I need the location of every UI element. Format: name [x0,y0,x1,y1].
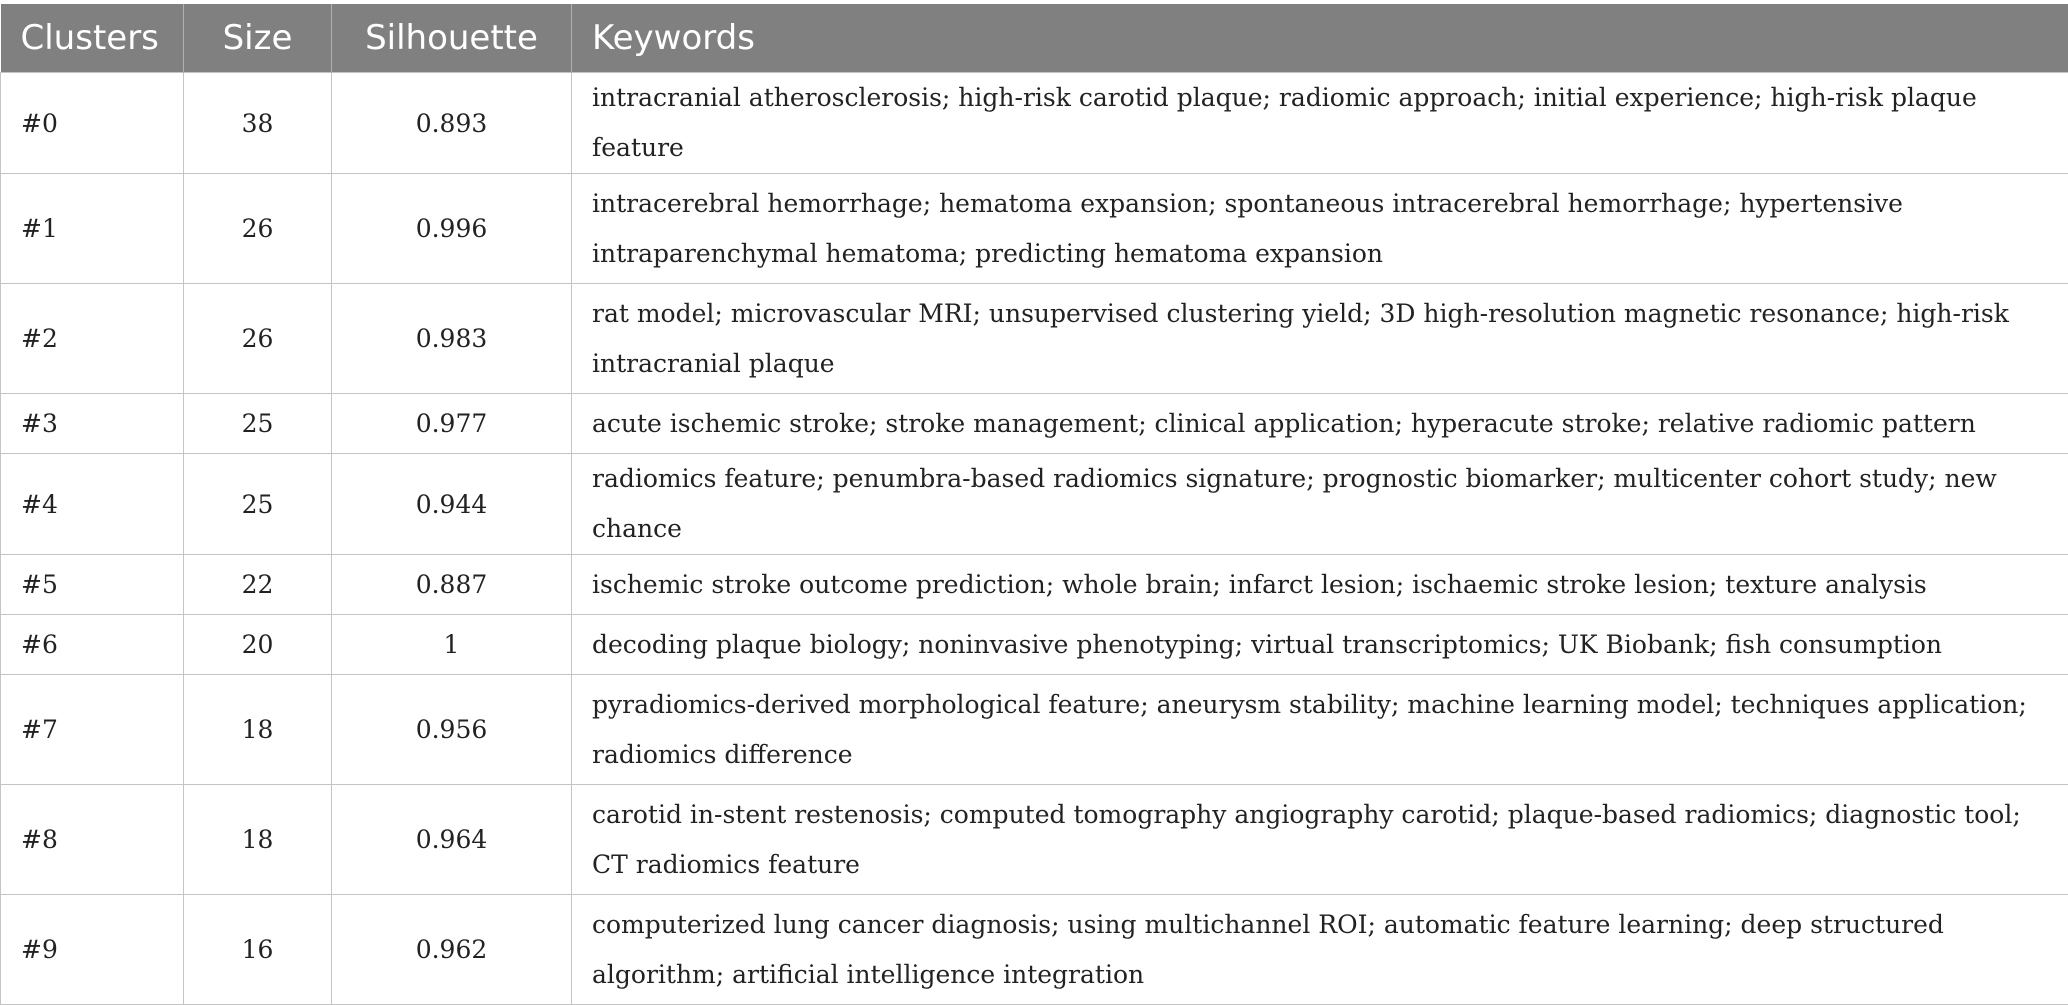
cluster-keywords: rat model; microvascular MRI; unsupervised clustering yield; 3D high-resolution magnetic resonance; high-risk intracranial plaque [572,284,2068,394]
cluster-keywords: pyradiomics-derived morphological feature; aneurysm stability; machine learning model; techniques application; radiomics difference [572,675,2068,785]
cluster-silhouette: 0.893 [332,73,572,174]
cluster-id: #2 [1,284,184,394]
header-clusters: Clusters [1,4,184,73]
cluster-silhouette: 0.944 [332,454,572,555]
cluster-keywords: intracerebral hemorrhage; hematoma expansion; spontaneous intracerebral hemorrhage; hypertensive intraparenchymal hematoma; predicting hematoma expansion [572,174,2068,284]
table-row [1,454,2068,555]
cluster-size: 20 [184,615,332,675]
cluster-size: 16 [184,895,332,1005]
table-row [1,675,2068,785]
table-row [1,785,2068,895]
table-row [1,174,2068,284]
cluster-id: #9 [1,895,184,1005]
header-size: Size [184,4,332,73]
cluster-id: #6 [1,615,184,675]
cluster-silhouette: 0.964 [332,785,572,895]
cluster-table [0,4,2068,1005]
cluster-keywords: decoding plaque biology; noninvasive phenotyping; virtual transcriptomics; UK Biobank; fish consumption [572,615,2068,675]
table-row [1,73,2068,174]
header-keywords: Keywords [572,4,2068,73]
cluster-silhouette: 0.996 [332,174,572,284]
cluster-silhouette: 0.956 [332,675,572,785]
cluster-silhouette: 0.983 [332,284,572,394]
cluster-silhouette: 0.962 [332,895,572,1005]
cluster-size: 26 [184,284,332,394]
cluster-id: #0 [1,73,184,174]
cluster-silhouette: 0.887 [332,555,572,615]
table-header [1,4,2068,73]
table-row [1,615,2068,675]
cluster-size: 38 [184,73,332,174]
cluster-size: 18 [184,785,332,895]
cluster-size: 22 [184,555,332,615]
cluster-keywords: intracranial atherosclerosis; high-risk carotid plaque; radiomic approach; initial experience; high-risk plaque feature [572,73,2068,174]
cluster-table-container [0,4,2068,1005]
cluster-id: #5 [1,555,184,615]
cluster-size: 25 [184,454,332,555]
cluster-size: 18 [184,675,332,785]
cluster-keywords: ischemic stroke outcome prediction; whole brain; infarct lesion; ischaemic stroke lesion; texture analysis [572,555,2068,615]
table-row [1,895,2068,1005]
cluster-size: 25 [184,394,332,454]
table-row [1,284,2068,394]
cluster-id: #4 [1,454,184,555]
cluster-silhouette: 1 [332,615,572,675]
cluster-keywords: carotid in-stent restenosis; computed tomography angiography carotid; plaque-based radiomics; diagnostic tool; CT radiomics feature [572,785,2068,895]
table-row [1,555,2068,615]
cluster-size: 26 [184,174,332,284]
table-row [1,394,2068,454]
table-body [1,73,2068,1005]
cluster-id: #3 [1,394,184,454]
cluster-keywords: acute ischemic stroke; stroke management; clinical application; hyperacute stroke; relative radiomic pattern [572,394,2068,454]
header-row [1,4,2068,73]
cluster-id: #7 [1,675,184,785]
cluster-keywords: radiomics feature; penumbra-based radiomics signature; prognostic biomarker; multicenter cohort study; new chance [572,454,2068,555]
cluster-silhouette: 0.977 [332,394,572,454]
header-silhouette: Silhouette [332,4,572,73]
cluster-id: #1 [1,174,184,284]
cluster-keywords: computerized lung cancer diagnosis; using multichannel ROI; automatic feature learning; deep structured algorithm; artificial intelligence integration [572,895,2068,1005]
cluster-id: #8 [1,785,184,895]
